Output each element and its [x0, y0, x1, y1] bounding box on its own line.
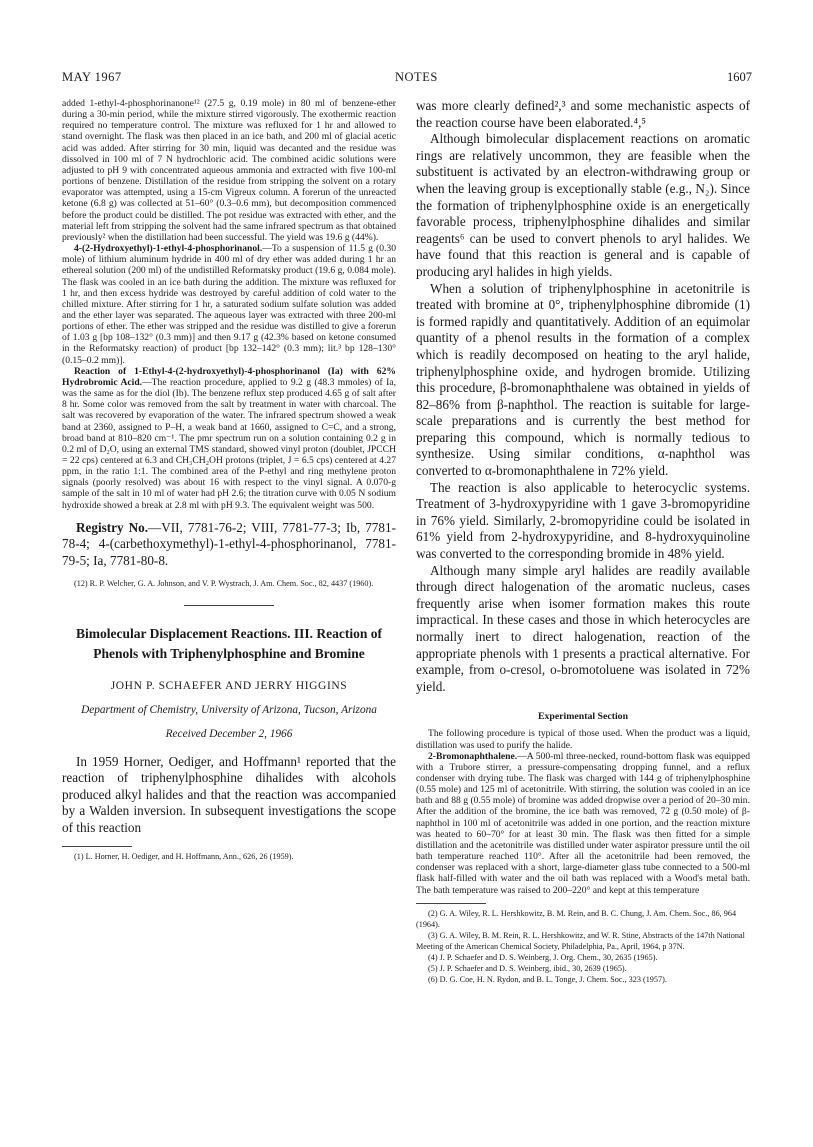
registry-text: —VII, 7781-76-2; VIII, 7781-77-3; Ib, 7781-78-4; 4-(carbethoxymethyl)-1-ethyl-4-phosphorinanol, 7781-79-5; Ia, 7781-80-8.: [62, 519, 396, 568]
footnote-5: (5) J. P. Schaefer and D. S. Weinberg, ibid., 30, 2639 (1965).: [428, 963, 627, 973]
page-header: [62, 70, 752, 86]
footnote-4: (4) J. P. Schaefer and D. S. Weinberg, J. Org. Chem., 30, 2635 (1965).: [428, 952, 658, 962]
footnotes: [416, 908, 750, 985]
paragraph-1: was more clearly defined²,³ and some mechanistic aspects of the reaction course have been elaborated.⁴,⁵: [416, 98, 750, 130]
footnote-2: (2) G. A. Wiley, R. L. Hershkowitz, B. M. Rein, and B. C. Chung, J. Am. Chem. Soc., 86, 964 (1964).: [416, 908, 737, 929]
article-affiliation: Department of Chemistry, University of Arizona, Tucson, Arizona: [81, 703, 377, 716]
procedure-body: —A 500-ml three-necked, round-bottom flask was equipped with a Trubore stirrer, a pressure-compensating dropping funnel, and a reflux condenser with drying tube. The flask was charged with 144 g of triphenylphosphine (0.55 mole) and 125 ml of acetonitrile. With stirring, the solution was cooled in an ice bath and 88 g (0.55 mole) of bromine was added dropwise over a period of 20–30 min. After the addition of the bromine, the ice bath was removed, 72 g (0.50 mole) of β-naphthol in 100 ml of acetonitrile was added in one portion, and the reaction mixture was heated to 60–70° for at least 30 min. The flask was then fitted for a simple distillation and the acetonitrile was distilled under water aspirator pressure until the oil bath temperature reached 110°. After all the acetonitrile had been removed, the condenser was replaced with a short, large-diameter glass tube connected to a 500-ml flask half-filled with water and the oil bath was replaced with a Wood's metal bath. The bath temperature was raised to 200–220° and kept at this temperature: [416, 750, 750, 896]
paragraph-reformatsky: added 1-ethyl-4-phosphorinanone¹² (27.5 g, 0.19 mole) in 80 ml of benzene-ether during a 30-min period, while the mixture stirred vigorously. The exothermic reaction required no temperature control. The mixture was refluxed for 1 hr and allowed to stand overnight. The flask was then placed in an ice bath, and 200 ml of glacial acetic acid was added. After stirring for 30 min, liquid was decanted and the residue was dissolved in 100 ml of 7 N hydrochloric acid. The combined acidic solutions were adjusted to pH 9 with concentrated aqueous ammonia and extracted with five 100-ml portions of benzene. Distillation of the residue from stripping the solvent on a rotary evaporator was attempted, using a 15-cm Vigreux column. A forerun of the unreacted ketone (6.8 g) was collected at 51–60° (0.3–0.6 mm), but decomposition commenced before the product could be distilled. The pot residue was extracted with ether, and the material left from stripping the solvent had the same infrared spectrum as that obtained previously² when the distillation had been successful. The yield was 19.6 g (44%).: [62, 98, 396, 243]
page-number: 1607: [727, 70, 752, 84]
footnote-divider: [62, 846, 132, 847]
footnote-divider: [416, 903, 486, 904]
footnote-1: (1) L. Horner, H. Oediger, and H. Hoffmann, Ann., 626, 26 (1959).: [74, 851, 294, 861]
paragraph-4: The reaction is also applicable to heterocyclic systems. Treatment of 3-hydroxypyridine with 1 gave 3-bromopyridine in 76% yield. Similarly, 2-bromopyridine could be isolated in 61% yield from 2-hydroxypyridine, and 8-hydroxyquinoline was converted to the corresponding bromide in 48% yield.: [416, 479, 750, 562]
paragraph-2: Although bimolecular displacement reactions on aromatic rings are relatively uncommon, they are feasible when the substituent is activated by an electron-withdrawing group or when the leaving group is exceptionally stable (e.g., N₂). Since the formation of triphenylphosphine oxide is an energetically favorable process, triphenylphosphine dihalides and similar reagents⁶ can be used to convert phenols to aryl halides. We have found that this reaction is general and is capable of producing aryl halides in high yields.: [416, 131, 750, 279]
intro-paragraph: In 1959 Horner, Oediger, and Hoffmann¹ reported that the reaction of triphenylphosphine dihalides with alcohols produced alkyl halides and that the reaction was accompanied by a Walden inversion. In subsequent investigations the scope of this reaction: [62, 753, 396, 835]
intro-block: [62, 754, 396, 837]
received-date: Received December 2, 1966: [165, 727, 293, 740]
section-name: NOTES: [395, 70, 438, 84]
right-column: [416, 98, 750, 985]
body-text: [416, 98, 750, 695]
footnote-3: (3) G. A. Wiley, B. M. Rein, R. L. Hershkowitz, and W. R. Stine, Abstracts of the 147th National Meeting of the American Chemical Society, Philadelphia, Pa., April, 1964, p 37N.: [416, 930, 745, 951]
paragraph-5: Although many simple aryl halides are readily available through direct halogenation of the aromatic nucleus, cases frequently arise when isomer formation makes this route impractical. In these cases and those in which heterocycles are normally inert to direct halogenation, reaction of the appropriate phenols with 1 presents a practical alternative. For example, from o-cresol, o-bromotoluene was isolated in 72% yield.: [416, 562, 750, 694]
footnote-6: (6) D. G. Coe, H. N. Rydon, and B. L. Tonge, J. Chem. Soc., 323 (1957).: [428, 974, 667, 984]
article-authors: JOHN P. SCHAEFER AND JERRY HIGGINS: [110, 679, 348, 692]
footnote-12: (12) R. P. Welcher, G. A. Johnson, and V. P. Wystrach, J. Am. Chem. Soc., 82, 4437 (1960).: [74, 578, 374, 588]
left-column: [62, 98, 396, 862]
article-title: Bimolecular Displacement Reactions. III. Reaction of Phenols with Triphenylphosphine and Bromine: [75, 625, 383, 661]
registry-heading: Registry No.: [76, 519, 149, 535]
paragraph-body: —The reaction procedure, applied to 9.2 g (48.3 mmoles) of Ia, was the same as for the diol (Ib). The benzene reflux step produced 4.65 g of salt after 8 hr. Some color was removed from the salt by treatment in water with charcoal. The salt was recovered by evaporation of the water. The infrared spectrum showed a weak band at 2360, assigned to P–H, a weak band at 1660, assigned to C=C, and a strong, broad band at 810–820 cm⁻¹. The pmr spectrum run on a solution containing 0.2 g in 0.2 ml of D₂O, using an external TMS standard, showed vinyl proton (doublet, JPCCH = 22 cps) centered at 6.3 and CH₃CH₂OH protons (triplet, J = 6.5 cps) centered at 4.27 ppm, in the ratio 1:1. The combined area of the P-ethyl and ring methylene proton signals (poorly resolved) was about 16 with respect to the vinyl signal. A 0.070-g sample of the salt in 10 ml of water had pH 2.6; the titration curve with 0.05 N sodium hydroxide showed a break at 2.8 ml with pH 9.3. The equivalent weight was 500.: [62, 376, 396, 511]
experimental-continued: [62, 98, 396, 511]
experimental-heading: Experimental Section: [537, 711, 629, 723]
registry-block: [62, 520, 396, 570]
experimental-procedure: [416, 751, 750, 896]
paragraph-hydrobromic: [62, 366, 396, 511]
section-divider: [184, 605, 274, 606]
paragraph-hydroxyethyl: [62, 243, 396, 366]
journal-date: MAY 1967: [62, 70, 122, 84]
experimental-text: [416, 728, 750, 895]
paragraph-heading: Reaction of 1-Ethyl-4-(2-hydroxyethyl)-4-phosphorinanol (Ia) with 62% Hydrobromic Acid.: [62, 365, 396, 388]
paragraph-heading: 4-(2-Hydroxyethyl)-1-ethyl-4-phosphorinanol.: [74, 243, 263, 255]
registry-numbers: [62, 520, 396, 570]
paragraph-body: —To a suspension of 11.5 g (0.30 mole) of lithium aluminum hydride in 400 ml of dry ether was added during 1 hr an ethereal solution (200 ml) of the undistilled Reformatsky product (19.6 g, 0.084 mole). The flask was cooled in an ice bath during the addition. The mixture was refluxed for 1 hr, and then excess hydride was destroyed by careful addition of cold water to the chilled mixture. After stirring for 1 hr, a saturated sodium sulfate solution was added and the ether layer was separated. The aqueous layer was extracted with three 200-ml portions of ether. The ether was stripped and the residue was distilled to give a forerun of 1.03 g [bp 108–132° (0.3 mm)] and then 9.17 g (42.3% based on ketone consumed in the Reformatsky reaction) of product [bp 132–142° (0.3 mm); lit.³ bp 128–130° (0.15–0.2 mm)].: [62, 243, 396, 366]
experimental-intro: The following procedure is typical of those used. When the product was a liquid, distillation was used to purify the halide.: [416, 728, 750, 751]
paragraph-3: When a solution of triphenylphosphine in acetonitrile is treated with bromine at 0°, triphenylphosphine dibromide (1) is formed rapidly and quantitatively. Addition of an equimolar quantity of a phenol results in the formation of a complex which is readily decomposed on heating to the aryl halide, triphenylphosphine oxide, and hydrogen bromide. Utilizing this procedure, β-bromonaphthalene was obtained in yields of 82–86% from β-naphthol. The reaction is suitable for large-scale preparations and is currently the best method for preparing this compound, which is normally tedious to synthesize. Using similar conditions, α-naphthol was converted to α-bromonaphthalene in 72% yield.: [416, 280, 750, 479]
procedure-heading: 2-Bromonaphthalene.: [428, 750, 518, 762]
